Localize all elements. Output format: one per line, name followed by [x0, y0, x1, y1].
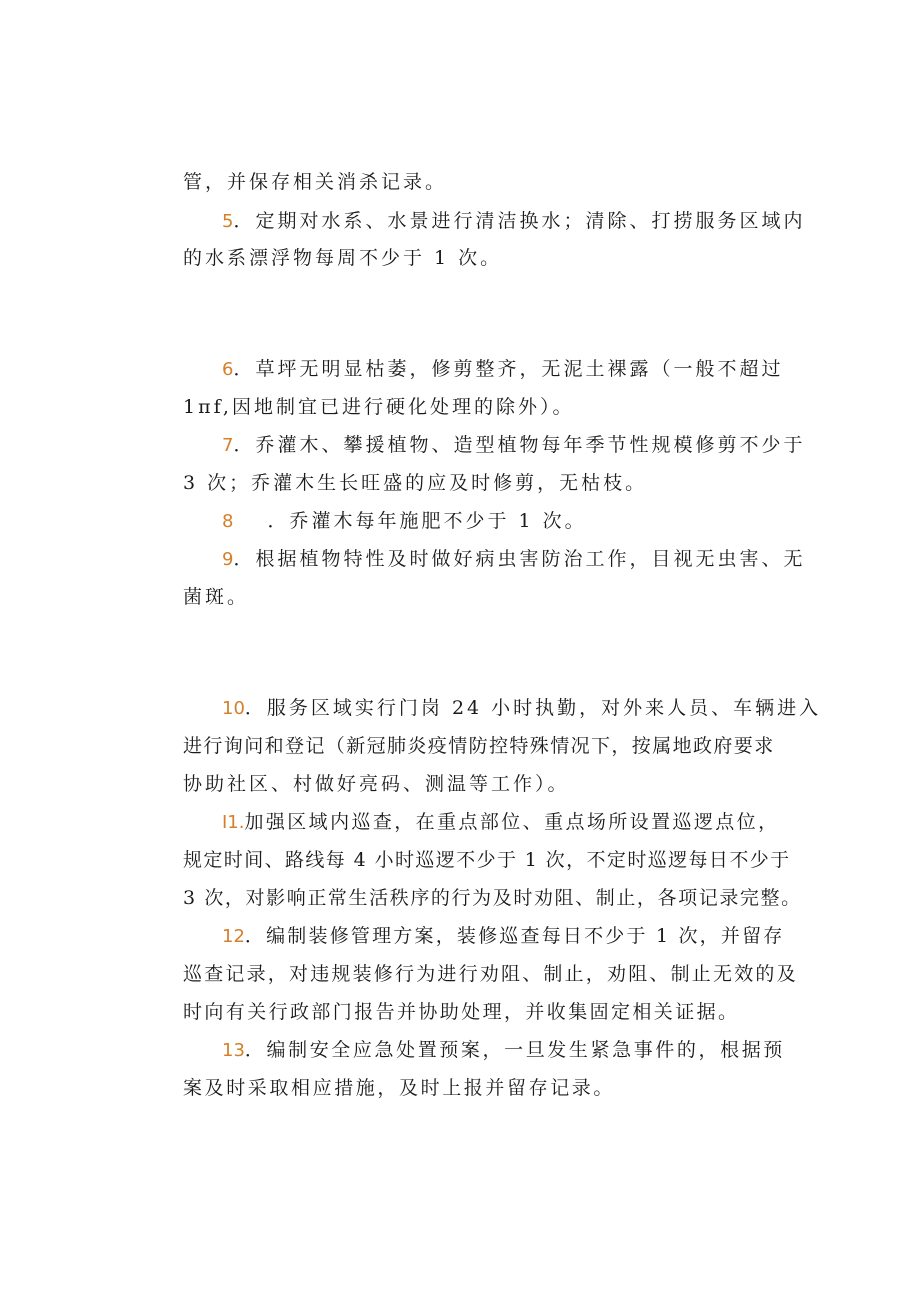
- list-item-12: [222, 924, 785, 949]
- list-item-11: [222, 810, 780, 835]
- item-number: 9: [222, 549, 234, 570]
- item-number: 6: [222, 359, 234, 380]
- paragraph-line: 3 次，对影响正常生活秩序的行为及时劝阻、制止，各项记录完整。: [183, 887, 802, 909]
- paragraph-line: 加强区域内巡查，在重点部位、重点场所设置巡逻点位，: [244, 811, 780, 833]
- list-item-8: [222, 509, 773, 534]
- item-number: 12: [222, 926, 245, 947]
- paragraph-line: ．乔灌木、攀援植物、造型植物每年季节性规模修剪不少于: [233, 434, 806, 456]
- paragraph-line: 菌斑。: [183, 586, 250, 608]
- paragraph-line: 的水系漂浮物每周不少于 1 次。: [183, 247, 503, 269]
- paragraph-line: 1πf,因地制宜已进行硬化处理的除外）。: [183, 396, 575, 418]
- paragraph-line: 时向有关行政部门报告并协助处理，并收集固定相关证据。: [183, 1001, 740, 1023]
- item-number: 5: [222, 211, 234, 232]
- paragraph-line: ．编制安全应急处置预案，一旦发生紧急事件的，根据预: [244, 1039, 785, 1061]
- list-item-9: [222, 547, 806, 572]
- item-number: 8: [222, 511, 234, 532]
- paragraph-line: ．服务区域实行门岗 24 小时执勤，对外来人员、车辆进入: [244, 697, 822, 719]
- item-number: I1.: [222, 812, 245, 833]
- paragraph-line: ．定期对水系、水景进行清洁换水；清除、打捞服务区域内: [233, 210, 806, 232]
- paragraph-line: ．乔灌木每年施肥不少于 1 次。: [267, 510, 587, 532]
- item-number: 13: [222, 1040, 245, 1061]
- list-item-5: [222, 209, 806, 234]
- list-item-13: [222, 1038, 785, 1063]
- item-number: 7: [222, 435, 234, 456]
- paragraph-line: 3 次；乔灌木生长旺盛的应及时修剪，无枯枝。: [183, 472, 648, 494]
- item-number: 10: [222, 698, 245, 719]
- list-item-10: [222, 696, 822, 721]
- paragraph-line: 案及时采取相应措施，及时上报并留存记录。: [183, 1077, 616, 1099]
- paragraph-line: 管，并保存相关消杀记录。: [183, 171, 448, 193]
- paragraph-line: 进行询问和登记（新冠肺炎疫情防控特殊情况下，按属地政府要求: [183, 735, 775, 757]
- paragraph-line: 巡查记录，对违规装修行为进行劝阻、制止，劝阻、制止无效的及: [183, 963, 798, 985]
- paragraph-line: 规定时间、路线每 4 小时巡逻不少于 1 次，不定时巡逻每日不少于: [183, 849, 791, 871]
- paragraph-line: ．编制装修管理方案，装修巡查每日不少于 1 次，并留存: [244, 925, 785, 947]
- paragraph-line: 协助社区、村做好亮码、测温等工作）。: [183, 773, 570, 795]
- paragraph-line: ．根据植物特性及时做好病虫害防治工作，目视无虫害、无: [233, 548, 806, 570]
- list-item-7: [222, 433, 806, 458]
- paragraph-line: ．草坪无明显枯萎，修剪整齐，无泥土裸露（一般不超过: [233, 358, 784, 380]
- list-item-6: [222, 357, 784, 382]
